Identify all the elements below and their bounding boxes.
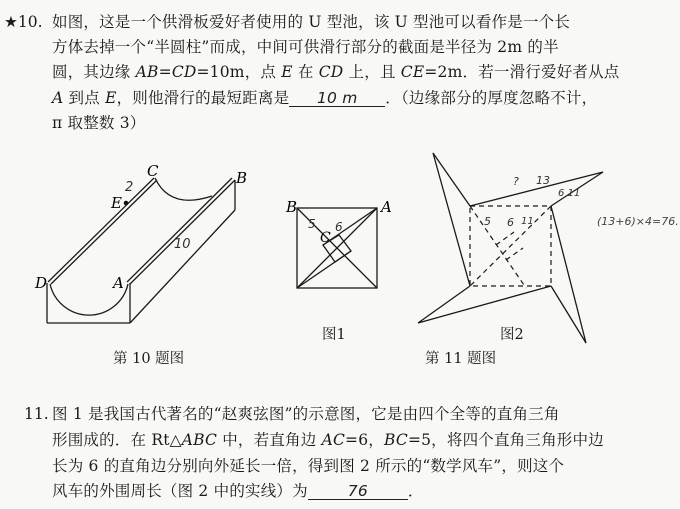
q11-line-4 <box>52 481 424 501</box>
handwritten-bc-length: 5 <box>308 217 316 231</box>
handwritten-13: 13 <box>536 174 550 187</box>
var-e: E <box>105 89 117 107</box>
text: =2m．若一滑行爱好者从点 <box>424 63 620 81</box>
text: =10m，点 <box>196 63 282 81</box>
text: ． <box>407 482 424 500</box>
q10-line-2: 方体去掉一个“半圆柱”而成，中间可供滑行部分的截面是半径为 2m 的半 <box>52 38 559 56</box>
var-cd: CD <box>318 63 344 81</box>
q10-line-1: 如图，这是一个供滑板爱好者使用的 U 型池，该 U 型池可以看作是一个长 <box>52 13 571 31</box>
handwritten-11: 11 <box>521 216 534 227</box>
label-a: A <box>113 274 124 292</box>
handwritten-5: 5 <box>484 215 491 228</box>
handwritten-ce-length: 2 <box>125 180 134 195</box>
q11-line-3: 长为 6 的直角边分别向外延长一倍，得到图 2 所示的“数学风车”，则这个 <box>52 457 565 475</box>
label-a: A <box>381 198 392 216</box>
text: 风车的外围周长（图 2 中的实线）为 <box>52 482 308 500</box>
text: 形围成的．在 Rt△ <box>52 431 182 449</box>
text: =5，将四个直角三角形中边 <box>407 431 604 449</box>
q11-figure-caption: 第 11 题图 <box>425 351 497 367</box>
var-bc: BC <box>383 431 408 449</box>
text: 中，若直角边 <box>217 431 322 449</box>
q10-line-3 <box>52 62 620 82</box>
var-abc: ABC <box>181 431 218 449</box>
q11-figure-2-pinwheel <box>410 140 680 380</box>
handwritten-6: 6 <box>507 216 514 229</box>
q10-answer-blank[interactable]: 10 m <box>289 88 385 107</box>
handwritten-question-mark: ? <box>513 175 519 188</box>
q11-number: 11. <box>24 405 49 423</box>
var-ce: CE <box>400 63 425 81</box>
text: 上，且 <box>343 63 401 81</box>
handwritten-ab-length: 10 <box>174 237 191 252</box>
var-ac: AC <box>321 431 346 449</box>
q10-line-5: π 取整数 3） <box>52 114 146 132</box>
handwritten-6-11: 6 11 <box>558 188 581 199</box>
q11-line-2 <box>52 430 604 450</box>
label-c: C <box>147 162 159 180</box>
text: 在 <box>292 63 319 81</box>
handwritten-ac-length: 6 <box>335 220 343 234</box>
text: ，则他滑行的最短距离是 <box>116 89 290 107</box>
text: ．（边缘部分的厚度忽略不计， <box>385 89 598 107</box>
text: 圆，其边缘 <box>52 63 136 81</box>
point-e-marker <box>124 201 129 206</box>
handwritten-calculation: (13+6)×4=76. <box>597 215 679 228</box>
var-e: E <box>281 63 293 81</box>
fig1-caption: 图1 <box>322 327 346 343</box>
label-b: B <box>286 198 298 216</box>
q10-line-4 <box>52 88 597 108</box>
var-a: A <box>52 89 64 107</box>
label-d: D <box>35 274 48 292</box>
q10-figure-u-pool <box>0 150 270 350</box>
label-c: C <box>320 230 331 246</box>
q11-answer-blank[interactable]: 76 <box>308 481 408 500</box>
text: = <box>158 63 172 81</box>
label-b: B <box>236 169 248 187</box>
q10-figure-caption: 第 10 题图 <box>113 351 185 367</box>
q10-number: ★10. <box>4 13 43 31</box>
label-e: E <box>111 194 122 212</box>
text: 到点 <box>63 89 106 107</box>
fig2-caption: 图2 <box>500 327 524 343</box>
var-cd: CD <box>171 63 197 81</box>
var-ab: AB <box>135 63 159 81</box>
q11-line-1: 图 1 是我国古代著名的“赵爽弦图”的示意图，它是由四个全等的直角三角 <box>52 405 560 423</box>
text: =6， <box>345 431 384 449</box>
